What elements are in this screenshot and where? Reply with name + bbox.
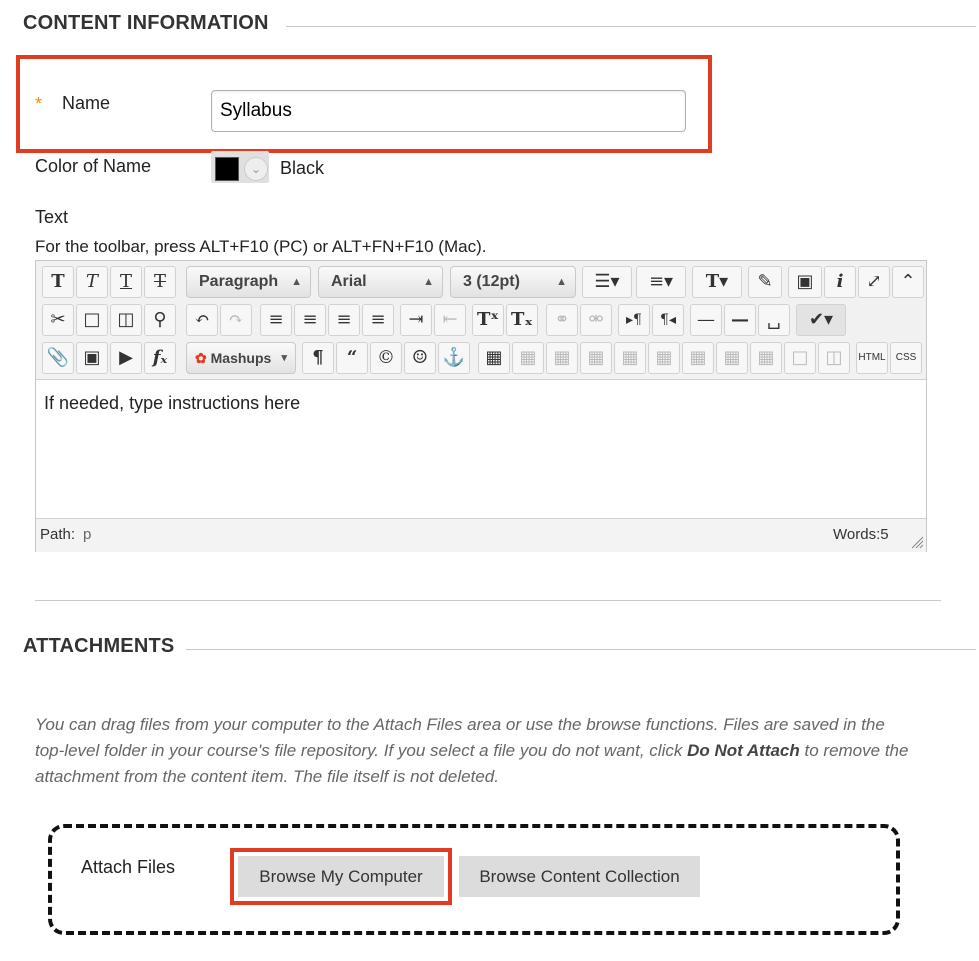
mashups-select[interactable]: ✿ Mashups ▾ [186, 342, 296, 374]
strikethrough-icon[interactable]: T [144, 266, 176, 298]
paste-icon[interactable]: ◫ [110, 304, 142, 336]
nonbreaking-space-icon[interactable]: ␣ [758, 304, 790, 336]
redo-icon[interactable]: ↷ [220, 304, 252, 336]
color-swatch [215, 157, 239, 181]
cut-icon[interactable]: ✂ [42, 304, 74, 336]
link-icon[interactable]: ⚭ [546, 304, 578, 336]
color-value: Black [280, 158, 325, 178]
bullet-list-icon[interactable]: ☰▾ [582, 266, 632, 298]
word-count: Words:5 [833, 526, 889, 543]
insert-row-before-icon[interactable]: ▦ [580, 342, 612, 374]
insert-col-before-icon[interactable]: ▦ [682, 342, 714, 374]
browse-my-computer-button[interactable]: Browse My Computer [238, 856, 444, 897]
find-icon[interactable]: ⚲ [144, 304, 176, 336]
fullscreen-icon[interactable]: ⤢ [858, 266, 890, 298]
blockquote-icon[interactable]: “ [336, 342, 368, 374]
collapse-toolbar-icon[interactable]: ⌃ [892, 266, 924, 298]
underline-icon[interactable]: T [110, 266, 142, 298]
section-separator [35, 600, 941, 601]
table-icon[interactable]: ▦ [478, 342, 510, 374]
table-cell-props-icon[interactable]: ▦ [546, 342, 578, 374]
content-information-title: CONTENT INFORMATION [23, 12, 269, 34]
browse-content-collection-button[interactable]: Browse Content Collection [459, 856, 700, 897]
undo-icon[interactable]: ↶ [186, 304, 218, 336]
html-button[interactable]: HTML [856, 342, 888, 374]
merge-cells-icon[interactable]: ◫ [818, 342, 850, 374]
toolbar-row-3 [42, 342, 922, 376]
path-label: Path: [40, 526, 76, 543]
toolbar-row-1 [42, 266, 922, 300]
delete-col-icon[interactable]: ▦ [750, 342, 782, 374]
insert-col-after-icon[interactable]: ▦ [716, 342, 748, 374]
chevron-down-icon: ⌄ [244, 157, 268, 181]
insert-row-after-icon[interactable]: ▦ [614, 342, 646, 374]
info-icon[interactable]: i [824, 266, 856, 298]
attach-icon[interactable]: 📎 [42, 342, 74, 374]
ltr-icon[interactable]: ▸¶ [618, 304, 650, 336]
name-input[interactable] [211, 90, 686, 132]
anchor-icon[interactable]: ⚓ [438, 342, 470, 374]
attachments-title: ATTACHMENTS [23, 635, 175, 657]
toolbar-row-2 [42, 304, 922, 338]
text-editor [35, 260, 927, 552]
align-center-icon[interactable]: ≡ [294, 304, 326, 336]
editor-status-bar [36, 518, 926, 552]
italic-icon[interactable]: T [76, 266, 108, 298]
indent-icon[interactable]: ⇥ [400, 304, 432, 336]
superscript-icon[interactable]: Tˣ [472, 304, 504, 336]
split-cells-icon[interactable]: □ [784, 342, 816, 374]
thick-rule-icon[interactable]: — [724, 304, 756, 336]
horizontal-rule-icon[interactable]: — [690, 304, 722, 336]
editor-placeholder-text: If needed, type instructions here [44, 393, 301, 413]
text-label: Text [35, 207, 69, 227]
spellcheck-icon[interactable]: ✔▾ [796, 304, 846, 336]
subscript-icon[interactable]: Tₓ [506, 304, 538, 336]
align-left-icon[interactable]: ≡ [260, 304, 292, 336]
outdent-icon[interactable]: ⇤ [434, 304, 466, 336]
css-button[interactable]: CSS [890, 342, 922, 374]
paragraph-select[interactable]: Paragraph ▲ [186, 266, 311, 298]
media-icon[interactable]: ▶ [110, 342, 142, 374]
align-right-icon[interactable]: ≡ [328, 304, 360, 336]
editor-toolbar [36, 261, 926, 380]
attachments-description: You can drag files from your computer to the Attach Files area or use the browse functions. Files are saved in the top-level folder in your course's file repository. If you select a file you do not want, click Do Not Attach to remove the attachment from the content item. The file itself is not deleted. [35, 715, 909, 786]
rtl-icon[interactable]: ¶◂ [652, 304, 684, 336]
delete-row-icon[interactable]: ▦ [648, 342, 680, 374]
resize-handle-icon[interactable] [910, 535, 924, 549]
font-select[interactable]: Arial ▲ [318, 266, 443, 298]
align-justify-icon[interactable]: ≡ [362, 304, 394, 336]
preview-icon[interactable]: ▣ [788, 266, 822, 298]
do-not-attach-emphasis: Do Not Attach [687, 741, 800, 760]
color-of-name-label: Color of Name [35, 156, 152, 176]
editor-content-area[interactable] [36, 379, 926, 519]
attach-files-label: Attach Files [81, 857, 176, 877]
unlink-icon[interactable]: ⚮ [580, 304, 612, 336]
paragraph-mark-icon[interactable]: ¶ [302, 342, 334, 374]
emoticon-icon[interactable]: ☺ [404, 342, 436, 374]
math-icon[interactable]: fₓ [144, 342, 176, 374]
section-divider [286, 26, 976, 27]
required-marker: * [35, 94, 43, 114]
bold-icon[interactable]: T [42, 266, 74, 298]
image-icon[interactable]: ▣ [76, 342, 108, 374]
toolbar-hint: For the toolbar, press ALT+F10 (PC) or ALT+FN+F10 (Mac). [35, 237, 487, 256]
numbered-list-icon[interactable]: ≡▾ [636, 266, 686, 298]
highlighter-icon[interactable]: ✎ [748, 266, 782, 298]
text-color-icon[interactable]: T▾ [692, 266, 742, 298]
name-label: Name [62, 93, 111, 113]
attachments-divider [186, 649, 976, 650]
copyright-icon[interactable]: © [370, 342, 402, 374]
font-size-select[interactable]: 3 (12pt) ▲ [450, 266, 576, 298]
table-row-props-icon[interactable]: ▦ [512, 342, 544, 374]
path-value[interactable]: p [83, 526, 92, 543]
copy-icon[interactable]: □ [76, 304, 108, 336]
color-picker[interactable] [211, 151, 269, 183]
